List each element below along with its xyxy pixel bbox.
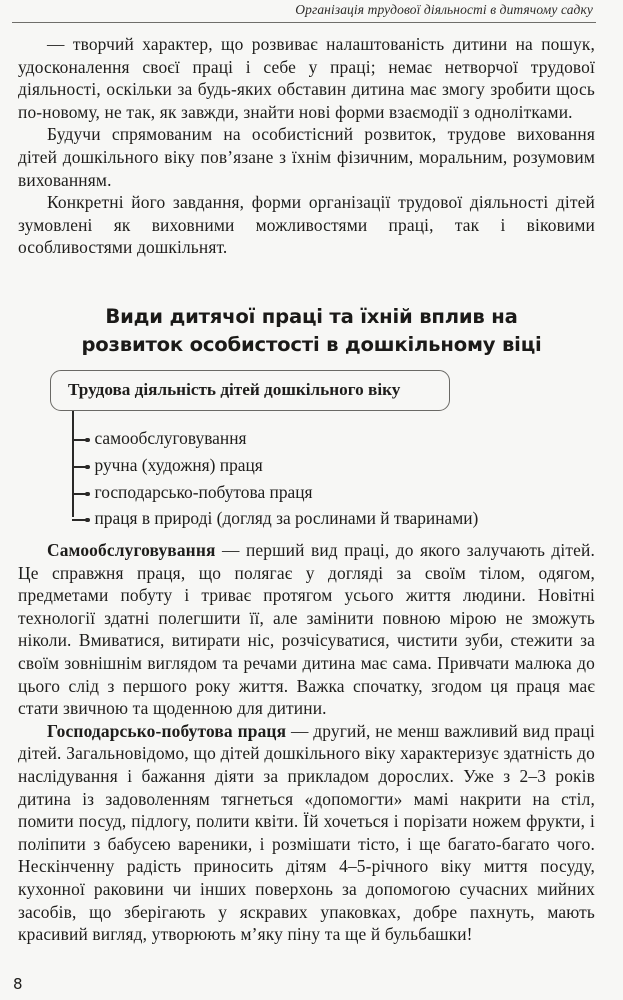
bullet-dot-icon <box>85 438 90 443</box>
diagram-item-label: ручна (художня) праця <box>94 455 263 475</box>
bullet-dot-icon <box>85 518 90 523</box>
diagram-root-box <box>50 370 450 411</box>
diagram-item-label: господарсько-побутова праця <box>94 482 313 502</box>
intro-text <box>18 33 595 259</box>
diagram-item <box>72 480 313 504</box>
term-self-service: Самообслуговування <box>47 540 216 560</box>
bullet-dot-icon <box>85 465 90 470</box>
diagram-item <box>72 453 263 477</box>
paragraph-household <box>18 720 595 946</box>
paragraph-self-service <box>18 539 595 720</box>
branch-line-icon <box>72 493 86 495</box>
branch-line-icon <box>72 466 86 468</box>
section-title-line: розвиток особистості в дошкільному віці <box>81 333 542 356</box>
self-service-text: — перший вид праці, до якого залучають дітей. Це справжня праця, що полягає у догляді за своїм тілом, одягом, предметами побуту і триває протягом усього життя людини. Новітні технології здатні полегшити її, але замінити повною мірою не зможуть ніколи. Вмиватися, витирати ніс, розчісуватися, чистити зуби, стежити за своїм зовнішнім виглядом та речами дитина має сама. Привчати малюка до цього слід з першого року життя. Важка спочатку, згодом ця праця має стати звичною та щоденною для дитини. <box>18 540 595 719</box>
paragraph: Будучи спрямованим на особистісний розвиток, трудове виховання дітей дошкільного віку пов’язане з їхнім фізичним, моральним, розумовим вихованням. <box>18 124 595 190</box>
section-title <box>0 303 623 359</box>
details-text <box>18 539 595 946</box>
running-title: Організація трудової діяльності в дитячому садку <box>295 2 593 17</box>
bullet-dot-icon <box>85 492 90 497</box>
running-header <box>12 0 596 23</box>
diagram-item-label: самообслуговування <box>94 428 247 448</box>
branch-line-icon <box>72 439 86 441</box>
page-number: 8 <box>13 975 23 993</box>
section-title-line: Види дитячої праці та їхній вплив на <box>105 305 518 328</box>
term-household: Господарсько-побутова праця <box>47 720 287 741</box>
diagram-item <box>72 506 478 530</box>
paragraph: Конкретні його завдання, форми організації трудової діяльності дітей зумовлені як виховними можливостями праці, так і віковими особливостями дошкільнят. <box>18 192 595 258</box>
branch-line-icon <box>72 519 86 521</box>
household-text: — другий, не менш важливий вид праці дітей. Загальновідомо, що дітей дошкільного віку характеризує здатність до наслідування і бажання діяти за прикладом дорослих. Уже з 2–3 років дитина із задоволенням тягнеться «допомогти» мамі накрити на стіл, помити посуд, підлогу, полити квіти. Їй хочеться і порізати ножем фрукти, і поліпити з бабусею вареники, і розмішати тісто, і ще багато-багато чого. Нескінченну радість приносить дітям 4–5-річного віку миття посуду, кухонної раковини чи інших поверхонь за допомогою сучасних мийних засобів, що зберігають у яскравих упаковках, добре пахнуть, мають красивий вигляд, утворюють м’яку піну та ще й бульбашки! <box>18 720 595 945</box>
paragraph: — творчий характер, що розвиває налаштованість дитини на пошук, удосконалення своєї праці і себе у праці; немає нетворчої трудової діяльності, оскільки за будь-яких обставин дитина має змогу зробити щось по-новому, не так, як завжди, знайти нові форми взаємодії з однолітками. <box>18 34 595 122</box>
diagram-root-label: Трудова діяльність дітей дошкільного віку <box>68 380 401 399</box>
diagram-item-label: праця в природі (догляд за рослинами й тваринами) <box>94 508 479 528</box>
diagram-item <box>72 426 247 450</box>
